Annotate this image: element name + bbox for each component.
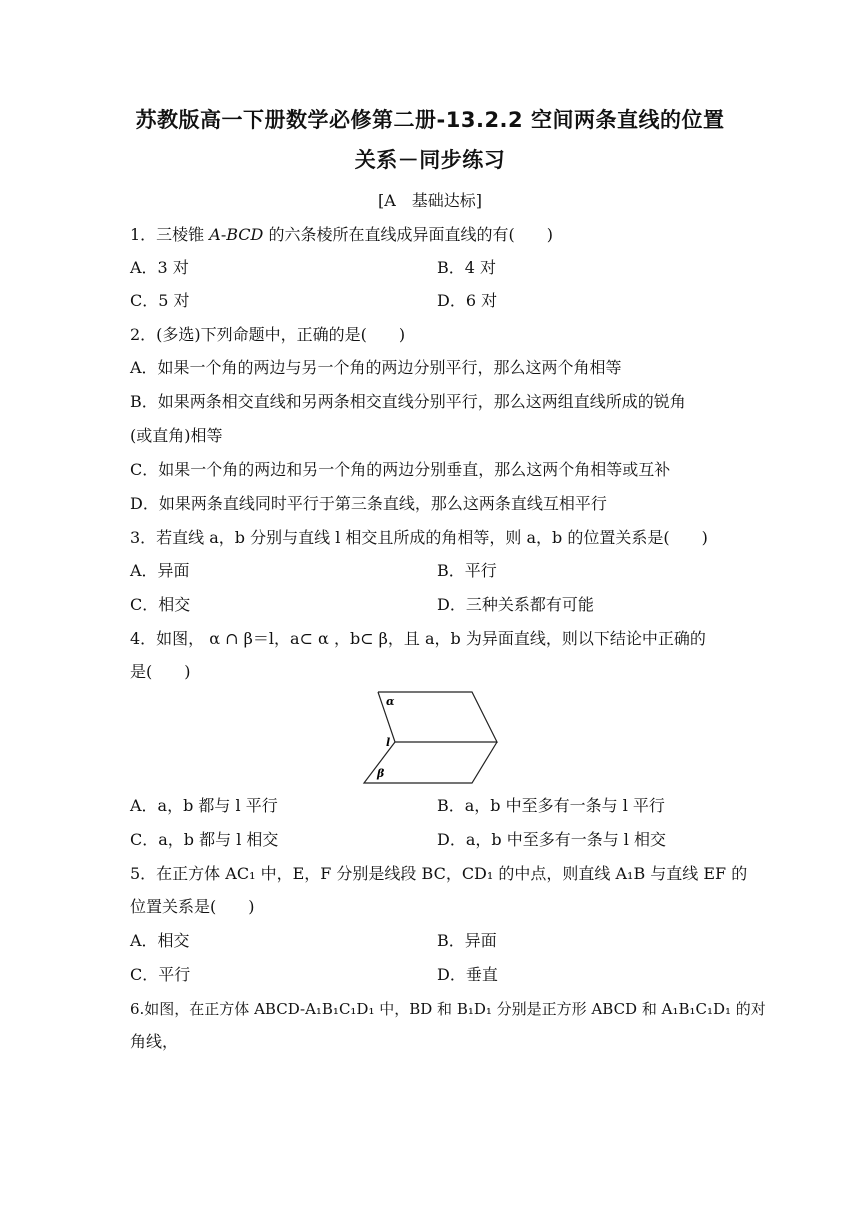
q1-vertex-a: A (209, 225, 221, 244)
figure-label-beta: β (377, 767, 385, 780)
q2-option-c: C．如果一个角的两边和另一个角的两边分别垂直，那么这两个角相等或互补 (130, 460, 671, 479)
q1-dash: - (220, 225, 227, 244)
q4-option-a: A．a，b 都与 l 平行 (130, 796, 278, 815)
q4-option-d: D．a，b 中至多有一条与 l 相交 (437, 830, 666, 849)
question-6-stem-line1: 6.如图，在正方体 ABCD-A₁B₁C₁D₁ 中，BD 和 B₁D₁ 分别是正方形 ABCD 和 A₁B₁C₁D₁ 的对 (130, 1000, 766, 1018)
q1-stem-prefix: 1．三棱锥 (130, 225, 210, 244)
question-1-stem (130, 224, 553, 246)
question-5-stem-line1: 5．在正方体 AC₁ 中，E，F 分别是线段 BC，CD₁ 的中点，则直线 A₁B 与直线 EF 的 (130, 864, 748, 883)
question-6-stem-line2: 角线， (130, 1032, 179, 1051)
question-5-stem-line2: 位置关系是( ) (130, 897, 255, 916)
q3-option-c: C．相交 (130, 595, 191, 614)
q5-option-b: B．异面 (437, 931, 497, 950)
q3-option-d: D．三种关系都有可能 (437, 595, 594, 614)
q1-vertices-bcd: BCD (226, 225, 264, 244)
q2-option-b-line2: (或直角)相等 (130, 426, 223, 445)
q4-option-c: C．a，b 都与 l 相交 (130, 830, 279, 849)
q1-option-a: A．3 对 (130, 258, 189, 277)
q5-option-d: D．垂直 (437, 965, 498, 984)
section-heading: [A 基础达标] (377, 191, 483, 210)
q1-option-b: B．4 对 (437, 258, 497, 277)
q4-option-b: B．a，b 中至多有一条与 l 平行 (437, 796, 665, 815)
plane-alpha-outline (378, 692, 497, 742)
q2-option-d: D．如果两条直线同时平行于第三条直线，那么这两条直线互相平行 (130, 494, 607, 513)
q1-option-d: D．6 对 (437, 291, 498, 310)
q3-option-b: B．平行 (437, 561, 497, 580)
question-4-stem-line1: 4．如图， α ∩ β＝l，a⊂ α ，b⊂ β，且 a，b 为异面直线，则以下结论中正确的 (130, 629, 706, 648)
q1-stem-suffix: 的六条棱所在直线成异面直线的有( ) (263, 225, 553, 244)
figure-label-alpha: α (386, 695, 395, 708)
planes-figure (360, 690, 500, 786)
question-3-stem: 3．若直线 a，b 分别与直线 l 相交且所成的角相等，则 a，b 的位置关系是( ) (130, 528, 708, 547)
question-2-stem: 2．(多选)下列命题中，正确的是( ) (130, 325, 406, 344)
q2-option-b-line1: B．如果两条相交直线和另两条相交直线分别平行，那么这两组直线所成的锐角 (130, 392, 686, 411)
figure-label-l: l (386, 736, 391, 749)
question-4-stem-line2: 是( ) (130, 662, 191, 681)
title-line-2: 关系－同步练习 (354, 148, 506, 172)
q3-option-a: A．异面 (130, 561, 190, 580)
q5-option-c: C．平行 (130, 965, 191, 984)
q1-option-c: C．5 对 (130, 291, 190, 310)
q5-option-a: A．相交 (130, 931, 190, 950)
q2-option-a: A．如果一个角的两边与另一个角的两边分别平行，那么这两个角相等 (130, 358, 622, 377)
title-line-1: 苏教版高一下册数学必修第二册-13.2.2 空间两条直线的位置 (135, 108, 725, 132)
